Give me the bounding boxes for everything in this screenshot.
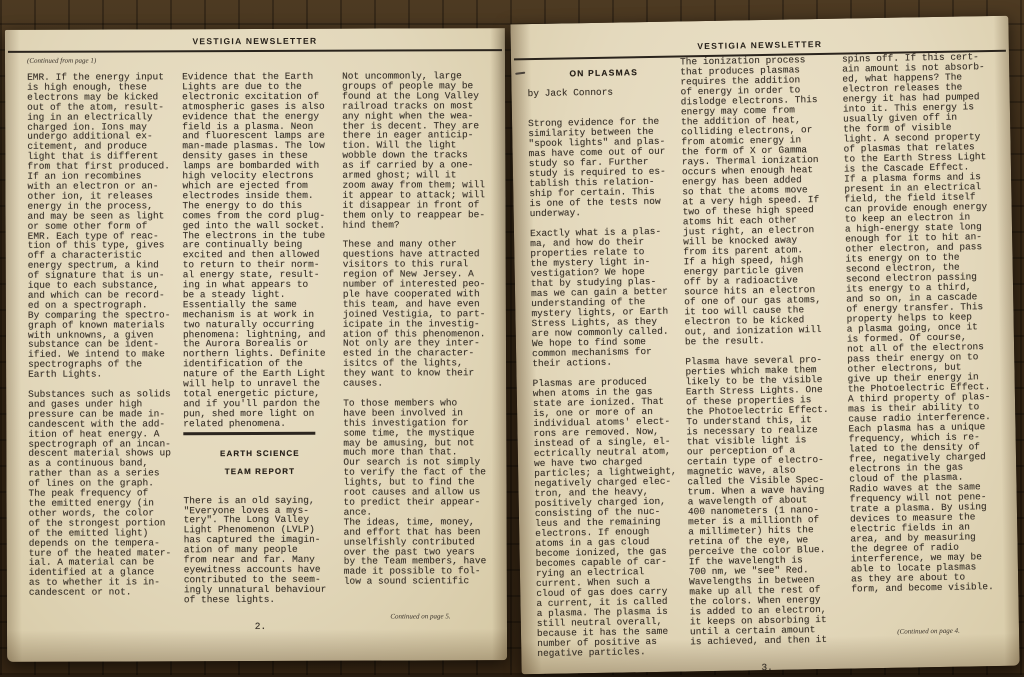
continued-from-note: (Continued from page 1) — [26, 56, 97, 65]
article-text-block: Strong evidence for the similarity between the "spook lights" and plas- mas have come out of our study so far. Further study is required to es- tablish this relation- ship for certain. This is one of the tests now underway. Exactly what is a plas- ma, and how do their properties relate to the mystery light in- vestigation? We hope that by studying plas- mas we can gain a better understanding of the mystery lights, or Earth Stress Lights, as they are now commonly called. We hope to find some common mechanisms for their actions. Plasmas are produced when atoms in the gas state are ionized. That is, one or more of an individual atoms' elect- rons are removed. Now, instead of a single, el- ectrically neutral atom, we have two charged particles; a lightweight, negatively charged elec- tron, and the heavy, positively charged ion, consisting of the nuc- leus and the remaining electrons. If enough atoms in a gas cloud become ionized, the gas becomes capable of car- rying an electrical current. When such a cloud of gas does carry a current, it is called a plasma. The plasma is still neutral overall, because it has the same number of positive as negative particles. — [528, 115, 677, 660]
right-page-column-1 — [527, 66, 690, 659]
article-text-block: EMR. If the energy input is high enough, these electrons may be kicked out of the atom, result- ing in an electrically charged ion. Ions may undergo additional ex- citement, and produce light that is different from that first produced. If an ion recombines with an electron or an- other ion, it releases energy in the process, and may be seen as light or some other form of EMR. Each type of reac- tion of this type, gives off a characteristic energy spectrum, a kind of signature that is un- ique to each substance, and which can be record- ed on a spectrograph. By comparing the spectro- graph of known materials with unknowns, a given substance can be ident- ified. We intend to make spectrographs of the Earth Lights. Substances such as solids and gases under high pressure can be made in- candescent with the add- ition of heat energy. A spectrograph of an incan- descent material shows up as a continuous band, rather than as a series of lines on the graph. The peak frequency of the emitted energy (in other words, the color of the strongest portion of the emitted light) depends on the tempera- ture of the heated mater- ial. A material can be identified at a glance as to whether it is in- candescent or not. — [27, 71, 172, 598]
article-text-block: spins off. If this cert- ain amount is not absorb- ed, what happens? The electron releases the energy it has had pumped into it. This energy is usually given off in the form of visible light. A second property of plasmas that relates to the Earth Stress Light is the Cascade Effect. If a plasma forms and is present in an electrical field, the field itself can provide enough energy to keep an electron in a high-energy state long enough for it to hit an- other electron, and pass its energy on to the second electron, the second electron passing its energy to a third, and so on, in a cascade of energy transfer. This property helps to keep a plasma going, once it is formed. Of course, not all of the electrons pass their energy on to other electrons, but give up their energy in the Photoelectric Effect. A third property of plas- mas is their ability to cause radio interference. Each plasma has a unique frequency, which is re- lated to the density of free, negatively charged electrons in the gas cloud of the plasma. Radio waves at the same frequency will not pene- trate a plasma. By using devices to measure the electric fields in an area, and by measuring the degree of radio interference, we may be able to locate plasmas as they are about to form, and become visible. — [841, 51, 994, 595]
article-text-block: There is an old saying, "Everyone loves a mys- tery". The Long Valley Light Phenomenon (LVLP) has captured the imagin- ation of many people from near and far. Many eyewitness accounts have contributed to the seem- ingly unnatural behaviour of these lights. — [183, 494, 327, 605]
masthead-rule-left — [8, 49, 502, 53]
right-page-column-3 — [842, 52, 1005, 637]
article-end-rule — [183, 431, 315, 434]
continued-on-note-left: Continued on page 5. — [390, 612, 451, 621]
article-text-block: Not uncommonly, large groups of people may be found at the Long Valley railroad tracks on most any night when the wea- ther is decent. They are there in eager anticip- tion. Will the light wobble down the tracks as if carried by a one- armed ghost; will it zoom away from them; will it appear to attack; will it disappear in front of them only to reappear be- hind them? These and many other questions have attracted visitors to this rural region of New Jersey. A number of interested peo- ple have cooperated with this team, and have even joined Vestigia, to part- icipate in the investig- ation of this phenomenon. Not only are they inter- ested in the character- isitcs of the lights, they want to know their causes. To those members who have been involved in this investigation for some time, the mystique may be amusing, but not much more than that. Our search is not simply to verify the fact of the lights, but to find the root causes and allow us to predict their appear- ance. The ideas, time, money, and effort that has been unselfishly contributed over the past two years by the Team members, have made it possible to fol- low a sound scientific — [342, 70, 487, 587]
right-page-column-2 — [680, 55, 844, 675]
byline: by Jack Connors — [527, 86, 614, 100]
page-number-left: 2. — [254, 620, 267, 632]
masthead-title-left: VESTIGIA NEWSLETTER — [192, 35, 318, 47]
on-plasmas-title: ON PLASMAS — [569, 67, 639, 79]
team-report-heading: TEAM REPORT — [224, 466, 296, 476]
earth-science-heading: EARTH SCIENCE — [220, 448, 300, 458]
article-text-block: Evidence that the Earth Lights are due to the electronic excitation of atmospheric gases is also evidence that the energy field is a plasma. Neon and fluorescent lamps are man-made plasmas. The low density gases in these lamps are bombarded with high velocity electrons which are ejected from electrodes inside them. The energy to do this comes from the cord plug- ged into the wall socket. The electrons in the tube are continually being excited and then allowed to return to their norm- al energy state, result- ing in what appears to be a steady light. Essentially the same mechanism is at work in two naturally occurring phenomena: lightning, and the Aurora Borealis or northern lights. Definite identification of the nature of the Earth Light will help to unravel the total energetic picture, and if you'll pardon the pun, shed more light on related phenomena. — [182, 70, 326, 429]
left-page-column-1 — [27, 72, 182, 598]
continued-on-note-right: (Continued on page 4. — [897, 626, 960, 636]
pen-mark — [515, 72, 525, 75]
page-number-right: 3. — [761, 661, 773, 674]
article-text-block: The ionization process that produces plasmas requires the addition of energy in order to dislodge electrons. This energy may come from the addition of heat, colliding electrons, or from atomic energy in the form of X or Gamma rays. Thermal ionization occurs when enough heat energy has been added so that the atoms move at a very high speed. If two of these high speed atoms hit each other just right, an electron will be knocked away from its parent atom. If a high speed, high energy particle given off by a radioactive source hits an electron of one of our gas atoms, it too will cause the electron to be kicked out, and ionization will be the result. Plasma have several pro- perties which make them likely to be the visible Earth Stress Lights. One of these properties is the Photoelectric Effect. To understand this, it is necessary to realize that visible light is our perception of a certain type of electro- magnetic wave, also called the Visible Spec- trum. When a wave having a wavelength of about 400 nanometers (1 nano- meter is a millionth of a millimeter) hits the retina of the eye, we perceive the color Blue. If the wavelength is 700 nm, we "see" Red. Wavelengths in between make up all the rest of the colors. When energy is added to an electron, it keeps on absorbing it until a certain amount is achieved, and then it — [679, 54, 829, 648]
newsletter-page-right — [510, 16, 1019, 675]
left-page-column-2 — [182, 72, 337, 632]
masthead-title-right: VESTIGIA NEWSLETTER — [697, 38, 823, 52]
left-page-column-3 — [342, 71, 497, 621]
newsletter-page-left — [5, 28, 507, 662]
